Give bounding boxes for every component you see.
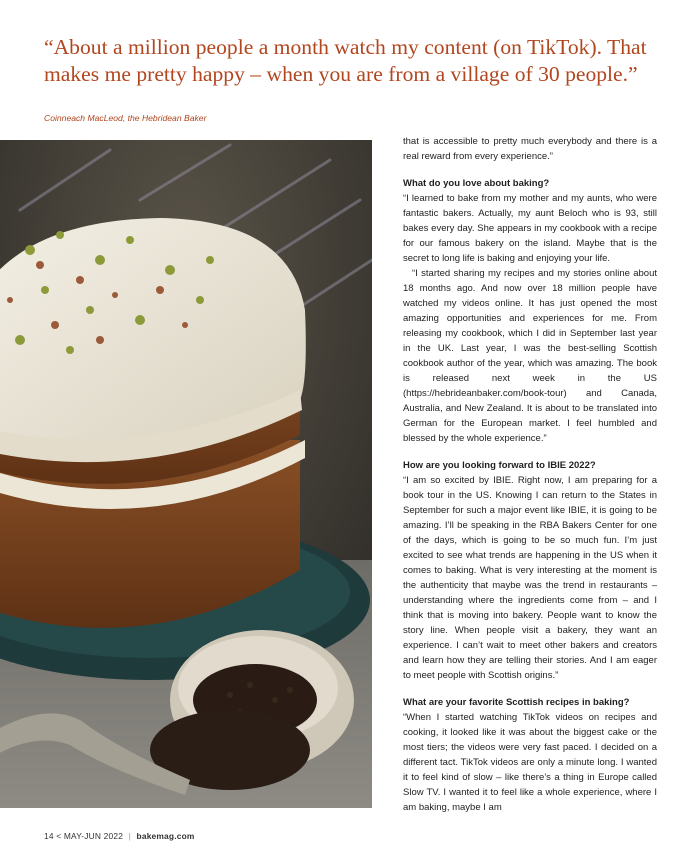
cake-photo [0,140,372,808]
footer-divider: | [128,831,131,841]
article-paragraph: “I am so excited by IBIE. Right now, I am preparing for a book tour in the US. Knowing I can return to the States in September for such a major event like IBIE, it is going to be amazing. I’ll be speaking in the RBA Bakers Center for one of the days, which is going to be so much fun. I’m just excited to see what trends are happening in the US when it comes to baking. What is very interesting at the moment is the authenticity that maybe was the trend in restaurants – understanding where the ingredients come from – and I think that is moving into bakery. People want to know the story line. When people visit a bakery, they want an experience. I can’t wait to meet other bakers and creators and learn how they are telling their stories. And I am eager to meet people with Scottish origins.” [403,475,657,681]
footer-arrow: < [56,831,62,841]
section-heading: How are you looking forward to IBIE 2022? [403,460,596,471]
article-body [403,134,657,815]
page-number: 14 [44,831,54,841]
article-paragraph: “When I started watching TikTok videos on recipes and cooking, it looked like it was about the biggest cake or the most tiers; the videos were very fast paced. I decided on a different tact. TikTok videos are only a minute long. I wanted it to feel kind of slow – like there’s a thing in Europe called Slow TV. I wanted it to feel like a whole experience, where I am baking, maybe I am [403,712,657,813]
pull-quote: “About a million people a month watch my content (on TikTok). That makes me pretty happy – when you are from a village of 30 people.” [44,35,647,86]
article-paragraph: “I learned to bake from my mother and my aunts, who were fantastic bakers. Actually, my aunt Beloch who is 93, still bakes every day. She appears in my cookbook with a recipe for our famous bakery on the island. Maybe that is the secret to long life is baking and enjoying your life. [403,193,657,264]
quote-credit: Coinneach MacLeod, the Hebridean Baker [44,113,207,123]
section-heading: What are your favorite Scottish recipes in baking? [403,697,630,708]
article-paragraph: “I started sharing my recipes and my stories online about 18 months ago. And now over 18 million people have watched my videos online. It has just opened the most amazing opportunities and experiences for me. From releasing my cookbook, which I did in September last year in the UK. Last year, I was the best-selling Scottish cookbook author of the year, which was amazing. The book is released next week in the US (https://hebrideanbaker.com/book-tour) and Canada, Australia, and New Zealand. It is about to be translated into German for the European market. I feel humbled and blessed by the whole experience.” [403,268,657,444]
site-link[interactable]: bakemag.com [136,831,195,841]
article-paragraph: that is accessible to pretty much everybody and there is a real reward from every experience.” [403,136,657,162]
section-heading: What do you love about baking? [403,178,550,189]
page-footer [44,831,195,841]
issue-date: MAY-JUN 2022 [63,831,124,841]
